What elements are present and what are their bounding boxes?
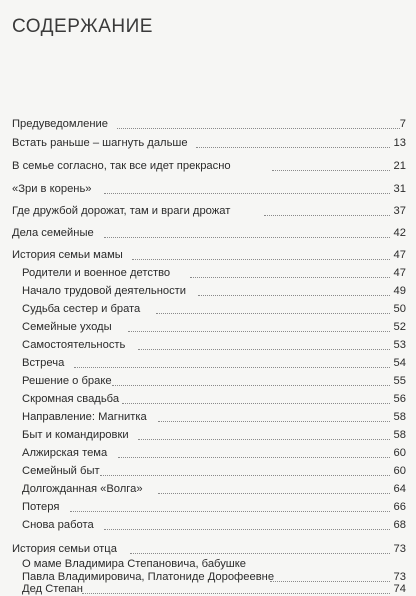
toc-entry-title: Снова работа bbox=[22, 519, 94, 531]
leader-dots bbox=[264, 214, 390, 216]
toc-entry-page: 47 bbox=[393, 249, 406, 261]
leader-dots bbox=[104, 236, 390, 238]
toc-entry-title: История семьи мамы bbox=[12, 249, 123, 261]
toc-entry-title: Решение о браке bbox=[22, 375, 112, 387]
leader-dots bbox=[196, 146, 390, 148]
leader-dots bbox=[138, 348, 390, 350]
toc-entry-page: 55 bbox=[393, 375, 406, 387]
toc-entry-title: Дела семейные bbox=[12, 227, 94, 239]
leader-dots bbox=[122, 402, 390, 404]
toc-entry-title: История семьи отца bbox=[12, 543, 117, 555]
toc-entry-title: Дед Степан bbox=[22, 583, 83, 595]
leader-dots bbox=[272, 169, 390, 171]
toc-entry-title: Быт и командировки bbox=[22, 429, 129, 441]
toc-entry-page: 42 bbox=[393, 227, 406, 239]
toc-entry-title: Предуведомление bbox=[12, 118, 108, 130]
toc-entry-page: 21 bbox=[393, 160, 406, 172]
toc-entry-title: Потеря bbox=[22, 501, 60, 513]
toc-entry-page: 37 bbox=[393, 205, 406, 217]
toc-entry-page: 13 bbox=[393, 137, 406, 149]
leader-dots bbox=[104, 528, 390, 530]
toc-entry-page: 31 bbox=[393, 183, 406, 195]
toc-entry-title: Направление: Магнитка bbox=[22, 411, 147, 423]
toc-entry-title: Встреча bbox=[22, 357, 65, 369]
leader-dots bbox=[138, 438, 390, 440]
toc-entry-title: Семейный быт bbox=[22, 465, 100, 477]
toc-entry-page: 60 bbox=[393, 465, 406, 477]
leader-dots bbox=[100, 474, 390, 476]
toc-entry-page: 66 bbox=[393, 501, 406, 513]
leader-dots bbox=[158, 420, 390, 422]
toc-entry-title: Встать раньше – шагнуть дальше bbox=[12, 137, 188, 149]
toc-entry-page: 50 bbox=[393, 303, 406, 315]
toc-entry-title: Где дружбой дорожат, там и враги дрожат bbox=[12, 205, 231, 217]
leader-dots bbox=[82, 592, 390, 594]
leader-dots bbox=[158, 492, 390, 494]
leader-dots bbox=[190, 276, 390, 278]
toc-entry-page: 52 bbox=[393, 321, 406, 333]
toc-entry-page: 54 bbox=[393, 357, 406, 369]
leader-dots bbox=[156, 312, 390, 314]
toc-entry-title: Судьба сестер и брата bbox=[22, 303, 141, 315]
leader-dots bbox=[112, 384, 390, 386]
page-title: СОДЕРЖАНИЕ bbox=[12, 16, 153, 37]
toc-entry-page: 58 bbox=[393, 429, 406, 441]
toc-entry-page: 60 bbox=[393, 447, 406, 459]
toc-entry-title: Долгожданная «Волга» bbox=[22, 483, 143, 495]
toc-entry-page: 73 bbox=[393, 571, 406, 583]
toc-entry-title: О маме Владимира Степановича, бабушке bbox=[22, 558, 247, 570]
toc-entry-title: Семейные уходы bbox=[22, 321, 112, 333]
toc-entry-page: 56 bbox=[393, 393, 406, 405]
leader-dots bbox=[104, 192, 390, 194]
toc-entry-title: Скромная свадьба bbox=[22, 393, 120, 405]
toc-entry-title: Самостоятельность bbox=[22, 339, 126, 351]
leader-dots bbox=[117, 127, 400, 129]
leader-dots bbox=[128, 330, 390, 332]
leader-dots bbox=[130, 552, 390, 554]
toc-entry-page: 74 bbox=[393, 583, 406, 595]
leader-dots bbox=[118, 456, 390, 458]
leader-dots bbox=[70, 510, 390, 512]
toc-entry-page: 7 bbox=[399, 118, 406, 130]
leader-dots bbox=[74, 366, 390, 368]
toc-entry-title-line2: Павла Владимировича, Платониде Дорофеевне bbox=[22, 571, 275, 583]
toc-entry-title: «Зри в корень» bbox=[12, 183, 92, 195]
toc-entry-page: 58 bbox=[393, 411, 406, 423]
toc-entry-page: 64 bbox=[393, 483, 406, 495]
leader-dots bbox=[270, 580, 390, 582]
toc-entry-title: В семье согласно, так все идет прекрасно bbox=[12, 160, 231, 172]
toc-entry-title: Начало трудовой деятельности bbox=[22, 285, 187, 297]
toc-entry-page: 68 bbox=[393, 519, 406, 531]
leader-dots bbox=[198, 294, 390, 296]
leader-dots bbox=[132, 258, 390, 260]
toc-entry-page: 73 bbox=[393, 543, 406, 555]
toc-entry-title: Алжирская тема bbox=[22, 447, 108, 459]
toc-entry-title: Родители и военное детство bbox=[22, 267, 171, 279]
toc-entry-page: 49 bbox=[393, 285, 406, 297]
toc-entry-page: 47 bbox=[393, 267, 406, 279]
toc-entry-page: 53 bbox=[393, 339, 406, 351]
